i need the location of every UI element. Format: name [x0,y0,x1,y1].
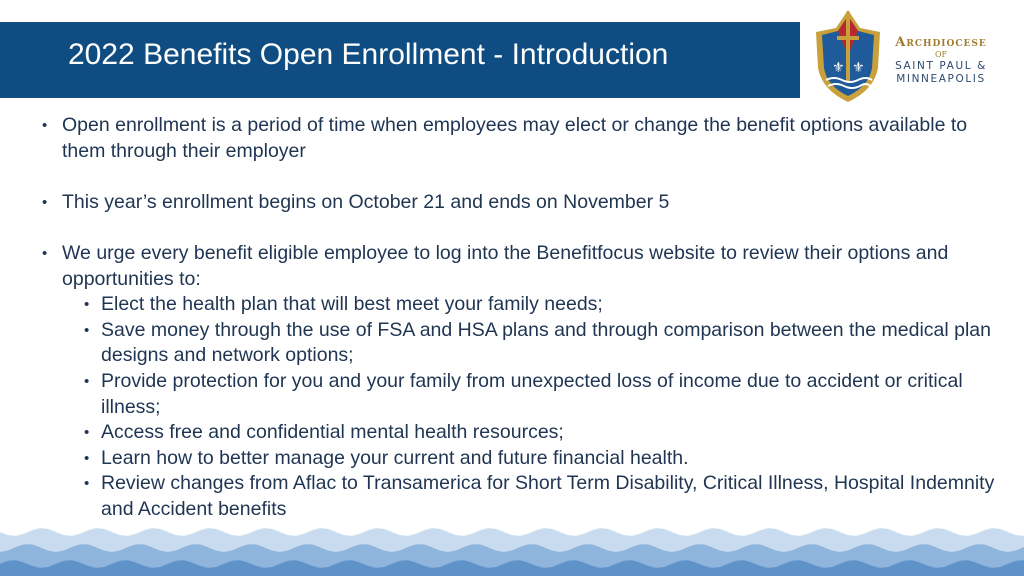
logo-line-minneapolis: MINNEAPOLIS [896,72,986,85]
sub-bullet-item: • Access free and confidential mental health resources; [84,420,1005,446]
slide-body [40,113,1005,523]
svg-text:⚜: ⚜ [852,60,865,76]
bullet-benefitfocus [40,241,1005,523]
logo-line-saint-paul: SAINT PAUL & [895,60,987,72]
shield-crest-icon [810,6,886,106]
bullet-list [40,113,1005,523]
bullet-open-enrollment: • Open enrollment is a period of time when employees may elect or change the benefit options available to them through their employer [40,113,1005,164]
sub-bullet-item: • Learn how to better manage your current and future financial health. [84,446,1005,472]
logo-line-of: OF [934,50,948,59]
sub-bullet-item: • Provide protection for you and your family from unexpected loss of income due to accident or critical illness; [84,369,1005,420]
bullet-enrollment-dates: • This year’s enrollment begins on October 21 and ends on November 5 [40,190,1005,216]
bullet-benefitfocus-text: We urge every benefit eligible employee to log into the Benefitfocus website to review their options and opportunities to: [62,241,949,290]
archdiocese-logo [800,0,1024,108]
logo-wordmark [886,36,996,84]
sub-bullet-item: • Elect the health plan that will best meet your family needs; [84,292,1005,318]
sub-bullet-item: • Save money through the use of FSA and HSA plans and through comparison between the medical plan designs and network options; [84,318,1005,369]
slide-title: 2022 Benefits Open Enrollment - Introduction [68,38,669,71]
wave-decoration [0,522,1024,576]
logo-line-archdiocese: Archdiocese [895,35,987,50]
sub-bullet-list [62,292,1005,522]
svg-text:⚜: ⚜ [832,60,845,76]
sub-bullet-item: • Review changes from Aflac to Transamerica for Short Term Disability, Critical Illness, Hospital Indemnity and Accident benefits [84,471,1005,522]
